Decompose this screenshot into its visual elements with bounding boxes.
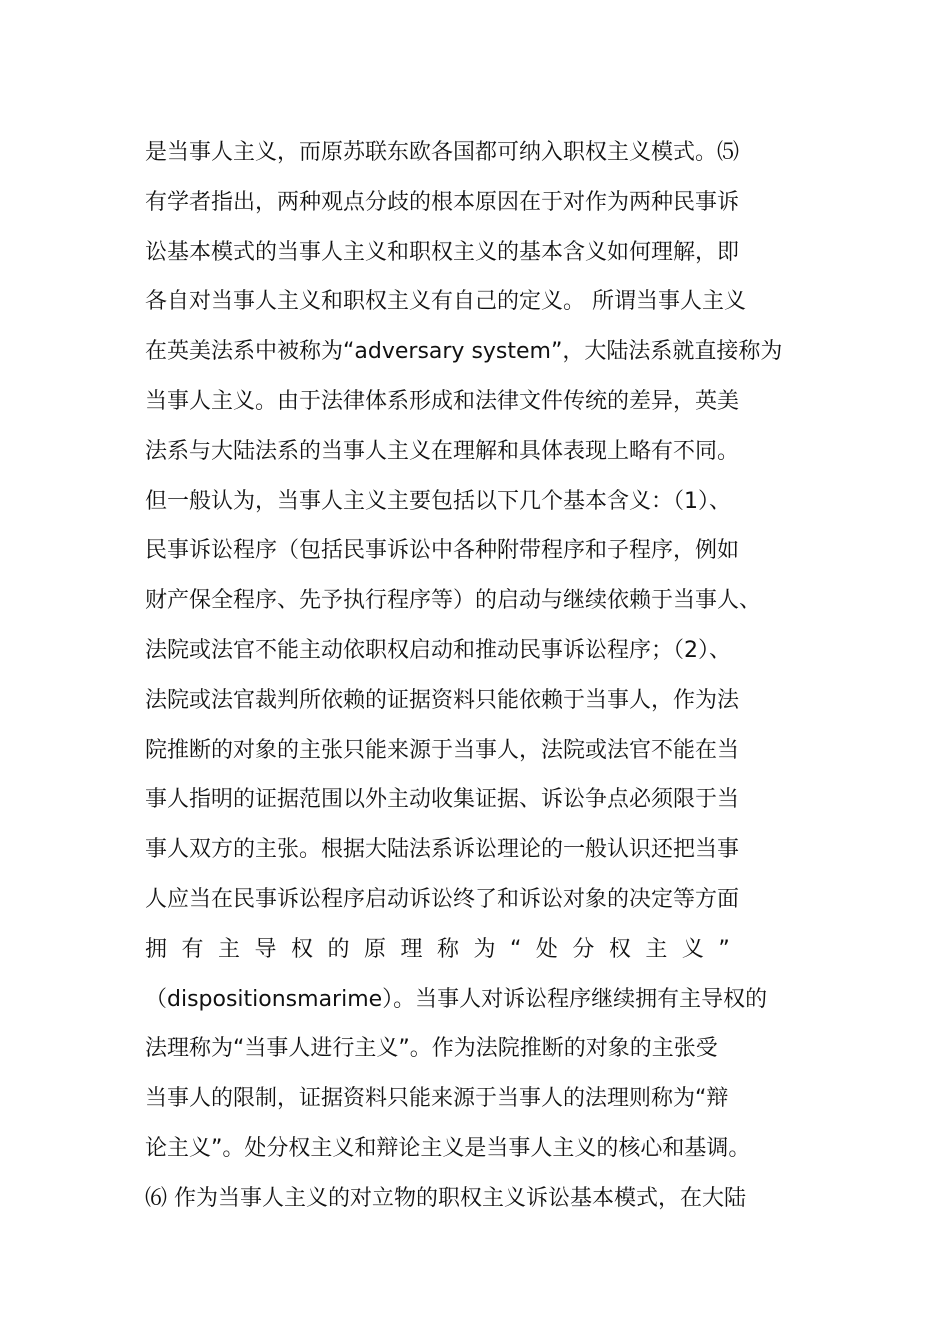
text-line: 事人双方的主张。根据大陆法系诉讼理论的一般认识还把当事 bbox=[145, 837, 740, 863]
text-line: 论主义”。处分权主义和辩论主义是当事人主义的核心和基调。 bbox=[145, 1135, 751, 1161]
text-line: 法院或法官不能主动依职权启动和推动民事诉讼程序；（2）、 bbox=[145, 637, 731, 663]
text-line: 院推断的对象的主张只能来源于当事人，法院或法官不能在当 bbox=[145, 737, 740, 763]
text-line: 法院或法官裁判所依赖的证据资料只能依赖于当事人，作为法 bbox=[145, 687, 740, 713]
text-line: ⑹ 作为当事人主义的对立物的职权主义诉讼基本模式，在大陆 bbox=[145, 1185, 746, 1211]
text-line: 各自对当事人主义和职权主义有自己的定义。 所谓当事人主义 bbox=[145, 289, 746, 315]
text-line: 事人指明的证据范围以外主动收集证据、诉讼争点必须限于当 bbox=[145, 787, 740, 813]
text-line: 民事诉讼程序（包括民事诉讼中各种附带程序和子程序，例如 bbox=[145, 538, 740, 564]
text-line: 法系与大陆法系的当事人主义在理解和具体表现上略有不同。 bbox=[145, 438, 740, 464]
text-line: 有学者指出，两种观点分歧的根本原因在于对作为两种民事诉 bbox=[145, 189, 740, 215]
text-line: 法理称为“当事人进行主义”。作为法院推断的对象的主张受 bbox=[145, 1036, 718, 1062]
text-line: 在英美法系中被称为“adversary system”，大陆法系就直接称为 bbox=[145, 339, 783, 365]
text-line: 拥有主导权的原理称为“处分权主义” bbox=[145, 936, 745, 962]
text-line: 当事人主义。由于法律体系形成和法律文件传统的差异，英美 bbox=[145, 388, 740, 414]
text-line: （dispositionsmarime）。当事人对诉讼程序继续拥有主导权的 bbox=[145, 986, 768, 1012]
text-line: 人应当在民事诉讼程序启动诉讼终了和诉讼对象的决定等方面 bbox=[145, 886, 740, 912]
text-line: 当事人的限制，证据资料只能来源于当事人的法理则称为“辩 bbox=[145, 1086, 729, 1112]
text-line: 讼基本模式的当事人主义和职权主义的基本含义如何理解，即 bbox=[145, 239, 740, 265]
text-line: 但一般认为，当事人主义主要包括以下几个基本含义：（1）、 bbox=[145, 488, 731, 514]
text-line: 财产保全程序、先予执行程序等）的启动与继续依赖于当事人、 bbox=[145, 588, 762, 614]
text-line: 是当事人主义，而原苏联东欧各国都可纳入职权主义模式。⑸ bbox=[145, 140, 740, 165]
body-text bbox=[145, 128, 825, 1224]
